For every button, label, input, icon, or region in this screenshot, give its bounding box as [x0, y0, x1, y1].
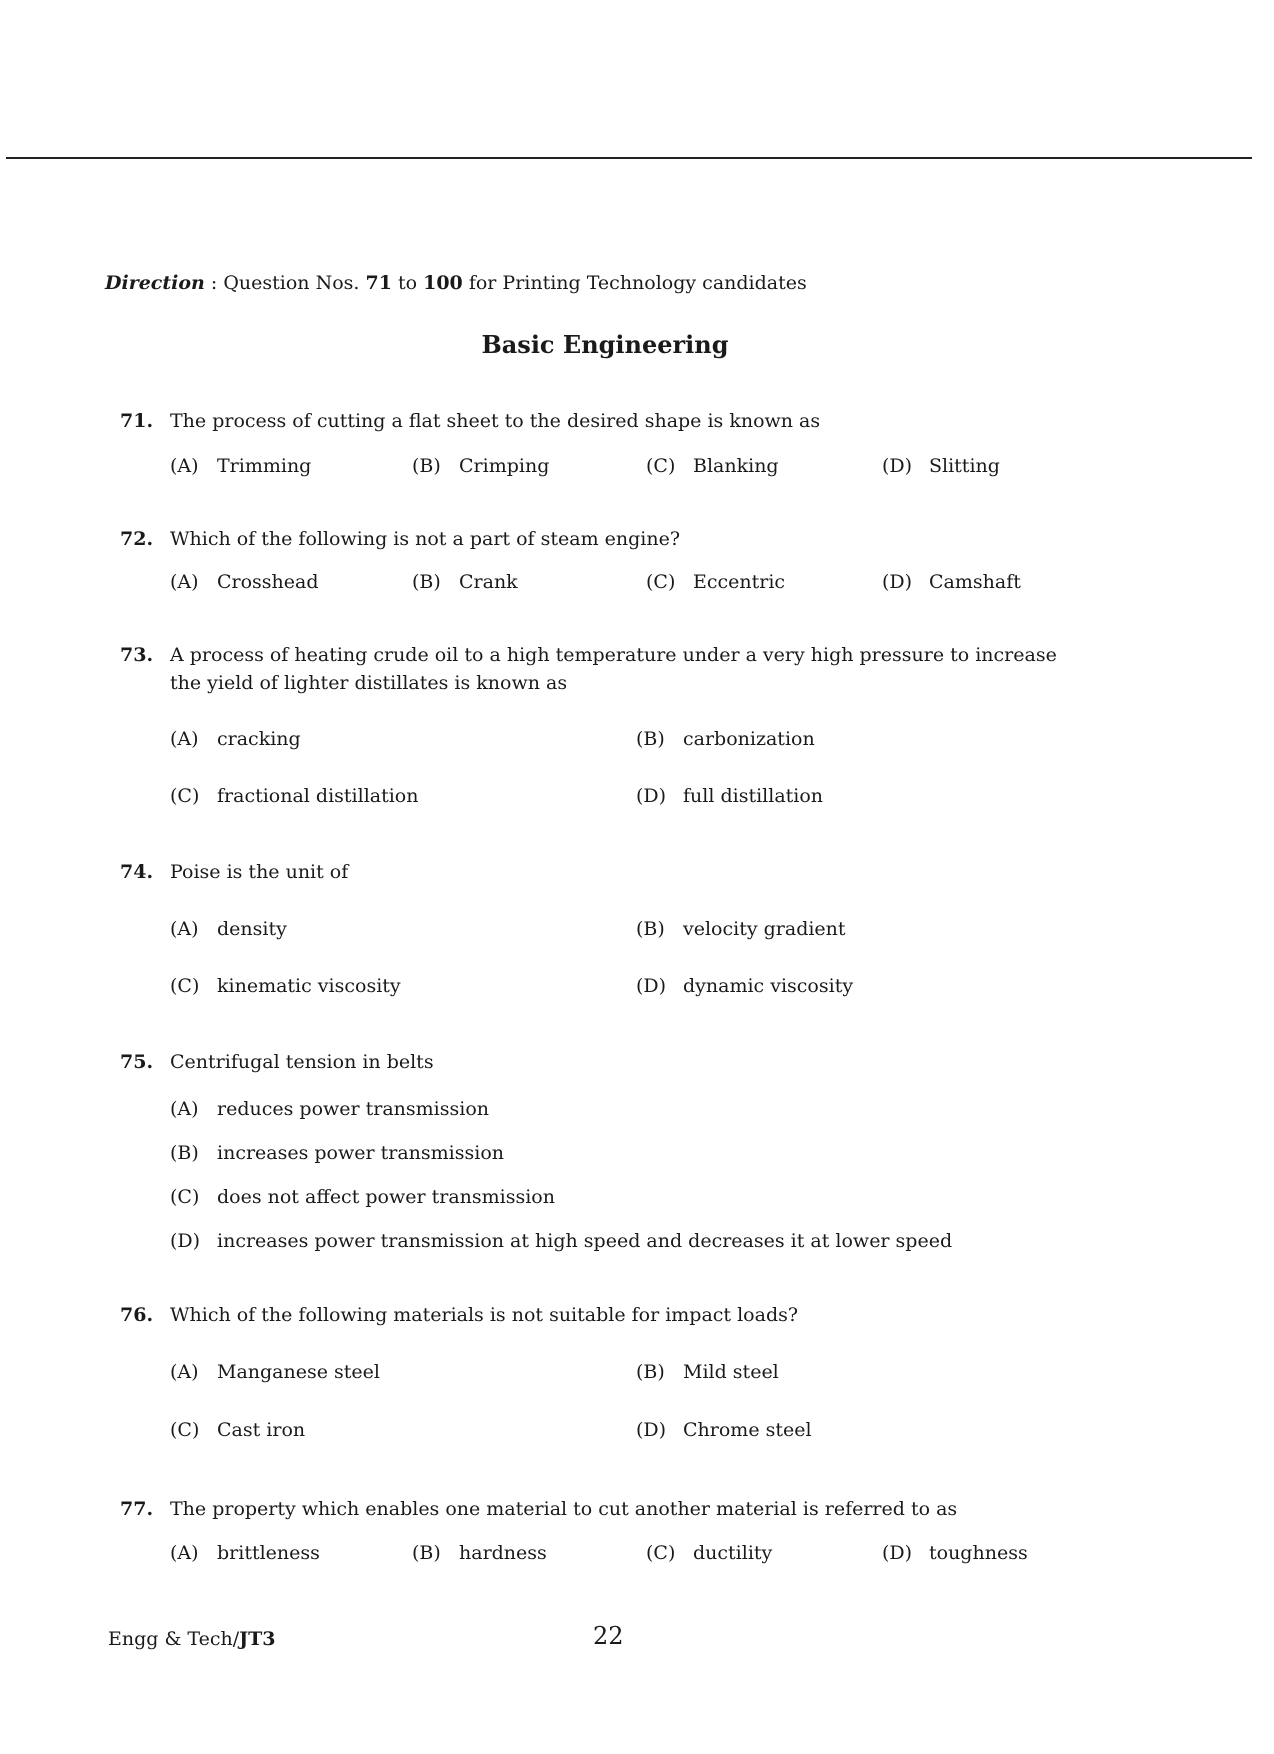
option-text: velocity gradient — [683, 918, 846, 940]
option-tag: (A) — [170, 1542, 199, 1564]
option-76-c[interactable] — [170, 1419, 305, 1441]
direction-label: Direction — [105, 272, 205, 294]
option-73-c[interactable] — [170, 785, 419, 807]
option-text: Blanking — [693, 455, 779, 477]
option-text: kinematic viscosity — [217, 975, 401, 997]
question-72 — [120, 525, 680, 553]
question-number: 75. — [120, 1051, 154, 1073]
option-74-c[interactable] — [170, 975, 401, 997]
option-71-c[interactable] — [646, 455, 779, 477]
option-text: carbonization — [683, 728, 815, 750]
question-number: 72. — [120, 528, 154, 550]
page-number: 22 — [593, 1622, 624, 1650]
direction-pre: : Question Nos. — [210, 272, 360, 294]
footer-paper-code — [108, 1628, 276, 1650]
option-73-d[interactable] — [636, 785, 823, 807]
option-72-a[interactable] — [170, 571, 319, 593]
question-text-line-2: the yield of lighter distillates is known as — [170, 672, 568, 694]
option-tag: (A) — [170, 918, 199, 940]
direction-to: 100 — [423, 272, 463, 294]
option-72-d[interactable] — [882, 571, 1021, 593]
option-71-a[interactable] — [170, 455, 311, 477]
option-76-b[interactable] — [636, 1361, 779, 1383]
option-74-d[interactable] — [636, 975, 853, 997]
option-text: Manganese steel — [217, 1361, 380, 1383]
question-73 — [120, 641, 1057, 697]
option-tag: (B) — [412, 571, 441, 593]
option-text: Slitting — [929, 455, 1000, 477]
option-75-c[interactable] — [170, 1186, 555, 1208]
question-76 — [120, 1301, 798, 1329]
option-75-a[interactable] — [170, 1098, 489, 1120]
option-text: toughness — [929, 1542, 1028, 1564]
option-tag: (D) — [882, 1542, 913, 1564]
option-text: increases power transmission — [217, 1142, 505, 1164]
option-tag: (A) — [170, 728, 199, 750]
option-tag: (B) — [412, 1542, 441, 1564]
option-77-c[interactable] — [646, 1542, 772, 1564]
option-tag: (D) — [882, 571, 913, 593]
option-text: Trimming — [217, 455, 312, 477]
option-77-a[interactable] — [170, 1542, 320, 1564]
option-tag: (B) — [412, 455, 441, 477]
option-text: full distillation — [683, 785, 824, 807]
question-number: 74. — [120, 861, 154, 883]
question-number: 73. — [120, 644, 154, 666]
option-tag: (D) — [170, 1230, 201, 1252]
option-text: Camshaft — [929, 571, 1021, 593]
option-tag: (C) — [170, 1186, 200, 1208]
question-77 — [120, 1495, 957, 1523]
option-tag: (C) — [170, 975, 200, 997]
direction-to-word: to — [397, 272, 418, 294]
option-text: Chrome steel — [683, 1419, 812, 1441]
option-text: dynamic viscosity — [683, 975, 854, 997]
option-text: fractional distillation — [217, 785, 419, 807]
option-77-d[interactable] — [882, 1542, 1028, 1564]
direction-from: 71 — [365, 272, 392, 294]
option-text: increases power transmission at high speed and decreases it at lower speed — [217, 1230, 953, 1252]
option-tag: (A) — [170, 571, 199, 593]
section-title: Basic Engineering — [481, 330, 729, 359]
option-tag: (D) — [636, 975, 667, 997]
option-text: Cast iron — [217, 1419, 306, 1441]
option-tag: (A) — [170, 1098, 199, 1120]
question-74 — [120, 858, 348, 886]
question-number: 76. — [120, 1304, 154, 1326]
option-text: Crimping — [459, 455, 550, 477]
question-text-line-1: A process of heating crude oil to a high temperature under a very high pressure to increase — [170, 644, 1057, 666]
option-tag: (B) — [636, 728, 665, 750]
header-rule — [6, 157, 1252, 159]
question-text: Which of the following materials is not suitable for impact loads? — [170, 1304, 799, 1326]
direction-line — [105, 272, 807, 294]
option-73-b[interactable] — [636, 728, 815, 750]
option-74-b[interactable] — [636, 918, 846, 940]
option-71-d[interactable] — [882, 455, 1000, 477]
option-text: Crank — [459, 571, 518, 593]
option-tag: (B) — [636, 1361, 665, 1383]
option-text: cracking — [217, 728, 301, 750]
option-tag: (A) — [170, 1361, 199, 1383]
question-text: The property which enables one material to cut another material is referred to as — [170, 1498, 958, 1520]
option-75-d[interactable] — [170, 1230, 952, 1252]
option-text: brittleness — [217, 1542, 320, 1564]
option-text: hardness — [459, 1542, 547, 1564]
option-tag: (B) — [170, 1142, 199, 1164]
option-71-b[interactable] — [412, 455, 549, 477]
option-76-d[interactable] — [636, 1419, 812, 1441]
option-76-a[interactable] — [170, 1361, 380, 1383]
option-72-b[interactable] — [412, 571, 518, 593]
option-72-c[interactable] — [646, 571, 785, 593]
option-75-b[interactable] — [170, 1142, 504, 1164]
option-tag: (C) — [170, 785, 200, 807]
option-77-b[interactable] — [412, 1542, 547, 1564]
option-text: Crosshead — [217, 571, 319, 593]
question-text: Which of the following is not a part of steam engine? — [170, 528, 681, 550]
option-text: density — [217, 918, 287, 940]
footer-code: JT3 — [239, 1628, 276, 1650]
question-number: 77. — [120, 1498, 154, 1520]
question-71 — [120, 407, 820, 435]
option-tag: (C) — [646, 571, 676, 593]
option-73-a[interactable] — [170, 728, 301, 750]
question-75 — [120, 1048, 434, 1076]
option-text: Eccentric — [693, 571, 786, 593]
option-74-a[interactable] — [170, 918, 287, 940]
question-number: 71. — [120, 410, 154, 432]
option-tag: (C) — [170, 1419, 200, 1441]
option-tag: (C) — [646, 1542, 676, 1564]
footer-prefix: Engg & Tech/ — [108, 1628, 240, 1650]
option-text: does not affect power transmission — [217, 1186, 555, 1208]
option-tag: (D) — [636, 785, 667, 807]
direction-post: for Printing Technology candidates — [468, 272, 807, 294]
option-tag: (D) — [636, 1419, 667, 1441]
question-text: The process of cutting a flat sheet to the desired shape is known as — [170, 410, 821, 432]
question-text: Poise is the unit of — [170, 861, 349, 883]
question-text: Centrifugal tension in belts — [170, 1051, 434, 1073]
option-tag: (C) — [646, 455, 676, 477]
option-text: Mild steel — [683, 1361, 779, 1383]
option-tag: (B) — [636, 918, 665, 940]
option-text: ductility — [693, 1542, 773, 1564]
question-text — [170, 641, 1057, 697]
option-text: reduces power transmission — [217, 1098, 490, 1120]
option-tag: (A) — [170, 455, 199, 477]
option-tag: (D) — [882, 455, 913, 477]
